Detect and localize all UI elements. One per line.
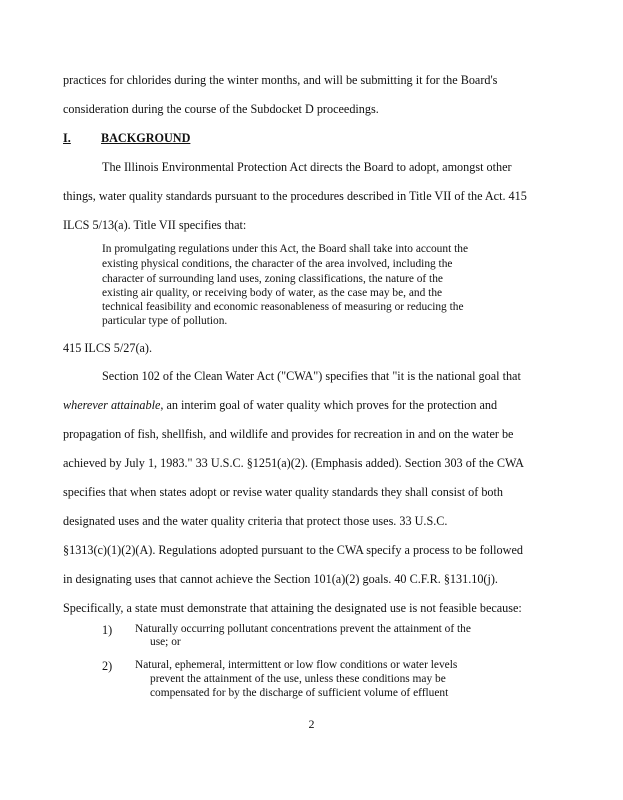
block-quote-line: particular type of pollution. <box>102 315 228 327</box>
text-line: designated uses and the water quality criteria that protect those uses. 33 U.S.C. <box>63 514 448 528</box>
block-quote-line: character of surrounding land uses, zoning classifications, the nature of the <box>102 273 443 285</box>
text-line: Section 102 of the Clean Water Act ("CWA") specifies that "it is the national goal that <box>102 369 521 383</box>
block-quote-line: existing physical conditions, the character of the area involved, including the <box>102 258 453 270</box>
text-line: wherever attainable, an interim goal of water quality which proves for the protection and <box>63 398 498 412</box>
text-line: achieved by July 1, 1983." 33 U.S.C. §1251(a)(2). (Emphasis added). Section 303 of the CWA <box>63 456 524 470</box>
block-quote-line: In promulgating regulations under this Act, the Board shall take into account the <box>102 243 468 255</box>
list-item-number: 1) <box>102 623 113 637</box>
text-line: consideration during the course of the Subdocket D proceedings. <box>63 102 379 116</box>
list-item-text: use; or <box>150 636 181 648</box>
emphasis-text: wherever attainable <box>63 398 161 412</box>
page-number: 2 <box>308 717 315 731</box>
section-heading <box>63 132 190 144</box>
list-item-text: Naturally occurring pollutant concentrations prevent the attainment of the <box>135 623 471 635</box>
text-line: The Illinois Environmental Protection Act directs the Board to adopt, amongst other <box>102 160 512 174</box>
text-line: ILCS 5/13(a). Title VII specifies that: <box>63 218 247 232</box>
text-line: §1313(c)(1)(2)(A). Regulations adopted pursuant to the CWA specify a process to be followed <box>63 543 523 557</box>
text-line: practices for chlorides during the winter months, and will be submitting it for the Board's <box>63 73 498 87</box>
text-line: Specifically, a state must demonstrate that attaining the designated use is not feasible because: <box>63 601 522 615</box>
block-quote-line: existing air quality, or receiving body of water, as the case may be, and the <box>102 287 443 299</box>
text-line: things, water quality standards pursuant to the procedures described in Title VII of the Act. 415 <box>63 189 527 203</box>
text-line: propagation of fish, shellfish, and wildlife and provides for recreation in and on the water be <box>63 427 514 441</box>
section-title: BACKGROUND <box>101 131 191 145</box>
list-item-text: compensated for by the discharge of sufficient volume of effluent <box>150 687 449 699</box>
text-line: in designating uses that cannot achieve the Section 101(a)(2) goals. 40 C.F.R. §131.10(j). <box>63 572 498 586</box>
section-number: I. <box>63 131 71 145</box>
list-item-text: prevent the attainment of the use, unless these conditions may be <box>150 673 446 685</box>
list-item-number: 2) <box>102 659 113 673</box>
block-quote-line: technical feasibility and economic reasonableness of measuring or reducing the <box>102 301 464 313</box>
text-line: specifies that when states adopt or revise water quality standards they shall consist of both <box>63 485 503 499</box>
citation: 415 ILCS 5/27(a). <box>63 341 153 355</box>
list-item-text: Natural, ephemeral, intermittent or low flow conditions or water levels <box>135 659 458 671</box>
